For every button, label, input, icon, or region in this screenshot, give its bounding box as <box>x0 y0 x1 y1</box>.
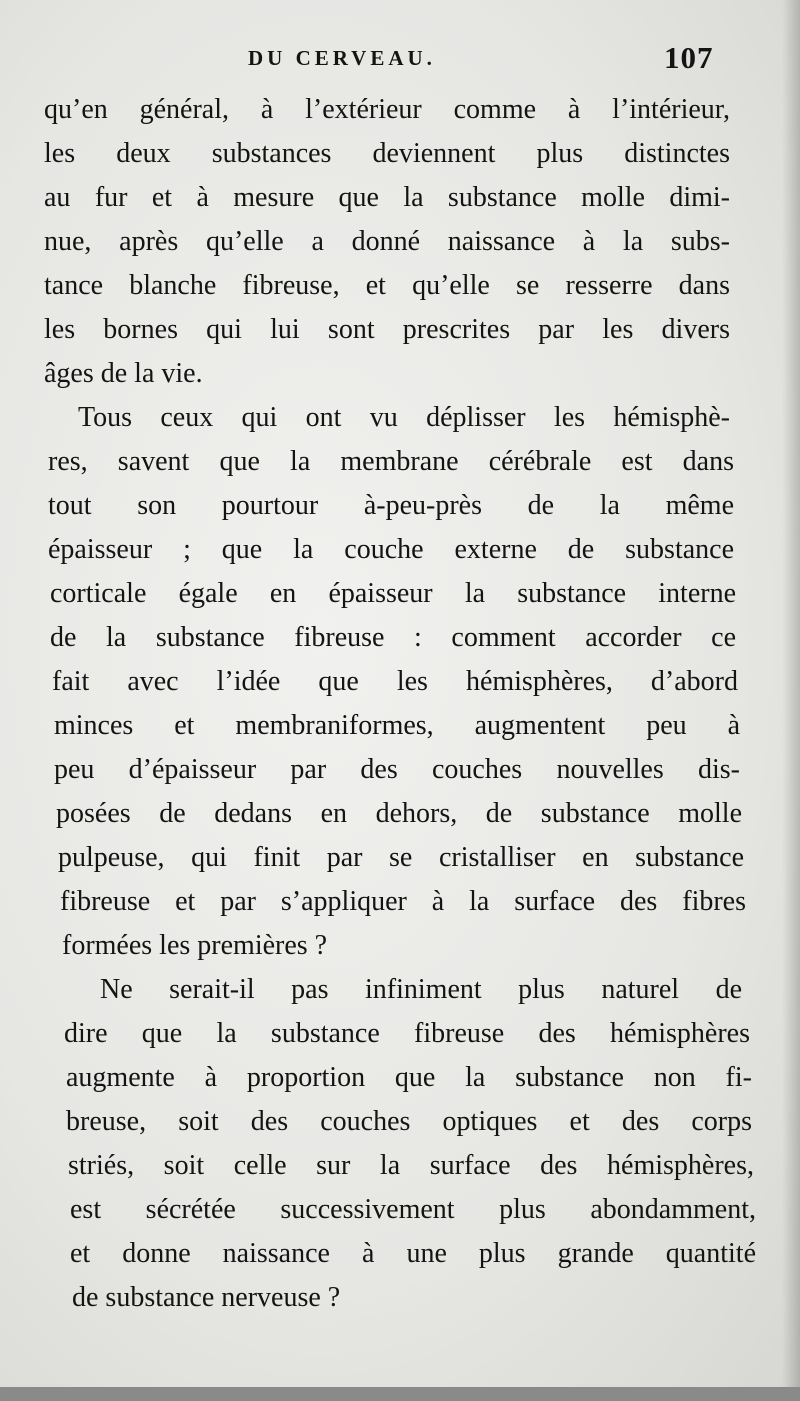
page-number: 107 <box>664 40 714 75</box>
text-line: res, savent que la membrane cérébrale est dans <box>48 446 734 477</box>
page-header <box>0 40 800 82</box>
text-line: nue, après qu’elle a donné naissance à la subs- <box>44 226 730 257</box>
text-line: épaisseur ; que la couche externe de substance <box>48 534 734 565</box>
text-line: striés, soit celle sur la surface des hémisphères, <box>68 1150 754 1181</box>
paragraph-3 <box>44 968 756 1320</box>
text-line: pulpeuse, qui finit par se cristalliser en substance <box>58 842 744 873</box>
text-line: tance blanche fibreuse, et qu’elle se resserre dans <box>44 270 730 301</box>
page-edge-shadow <box>782 0 800 1401</box>
text-line: dire que la substance fibreuse des hémisphères <box>64 1018 750 1049</box>
body-text <box>44 88 756 1320</box>
text-line: breuse, soit des couches optiques et des corps <box>66 1106 752 1137</box>
text-line: Tous ceux qui ont vu déplisser les hémisphè- <box>78 402 730 433</box>
text-line: fibreuse et par s’appliquer à la surface des fibres <box>60 886 746 917</box>
paragraph-1 <box>44 88 732 396</box>
text-line: Ne serait-il pas infiniment plus naturel de <box>100 974 742 1005</box>
running-head: DU CERVEAU. <box>248 46 436 70</box>
text-line: tout son pourtour à-peu-près de la même <box>48 490 734 521</box>
text-line: âges de la vie. <box>44 358 203 389</box>
text-line: posées de dedans en dehors, de substance molle <box>56 798 742 829</box>
text-line: minces et membraniformes, augmentent peu à <box>54 710 740 741</box>
paragraph-2 <box>44 396 746 968</box>
text-line: qu’en général, à l’extérieur comme à l’intérieur, <box>44 94 730 125</box>
text-line: est sécrétée successivement plus abondamment, <box>70 1194 756 1225</box>
text-line: les bornes qui lui sont prescrites par les divers <box>44 314 730 345</box>
text-line: de substance nerveuse ? <box>72 1282 341 1313</box>
page-bottom-edge <box>0 1387 800 1401</box>
text-line: corticale égale en épaisseur la substance interne <box>50 578 736 609</box>
text-line: augmente à proportion que la substance non fi- <box>66 1062 752 1093</box>
text-line: formées les premières ? <box>62 930 328 961</box>
text-line: les deux substances deviennent plus distinctes <box>44 138 730 169</box>
text-line: au fur et à mesure que la substance molle dimi- <box>44 182 730 213</box>
text-line: peu d’épaisseur par des couches nouvelles dis- <box>54 754 740 785</box>
text-line: de la substance fibreuse : comment accorder ce <box>50 622 736 653</box>
text-line: fait avec l’idée que les hémisphères, d’abord <box>52 666 738 697</box>
text-line: et donne naissance à une plus grande quantité <box>70 1238 756 1269</box>
